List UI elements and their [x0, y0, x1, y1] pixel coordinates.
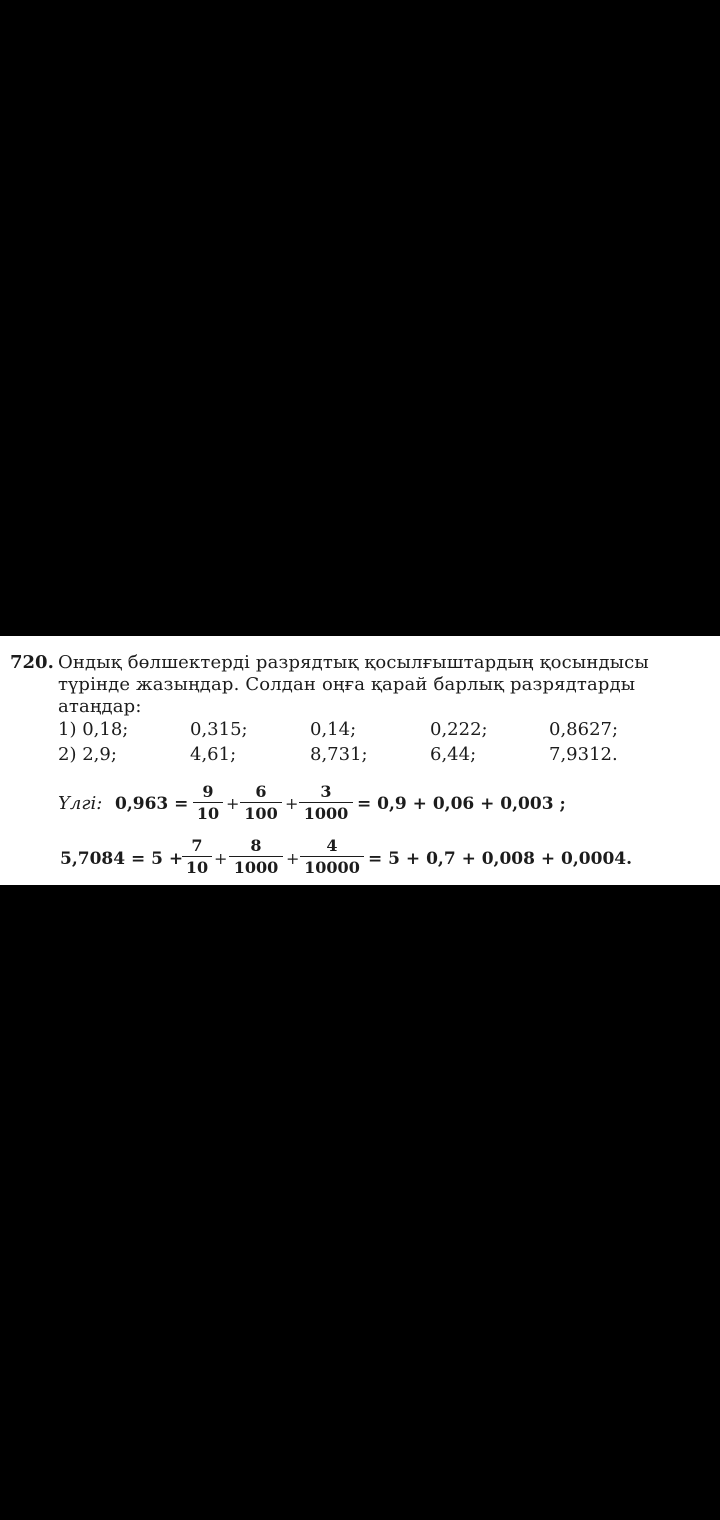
example2-rhs: = 5 + 0,7 + 0,008 + 0,0004.: [368, 849, 633, 869]
example1-plus-2: +: [285, 794, 299, 813]
example1-rhs: = 0,9 + 0,06 + 0,003 ;: [357, 794, 566, 814]
row2-item-2: 4,61;: [190, 744, 237, 765]
example2-fraction-1-denominator: 10: [185, 858, 209, 877]
example2-plus-1: +: [214, 849, 228, 868]
row1-item-2: 0,315;: [190, 719, 248, 740]
example2-fraction-1: [182, 836, 212, 878]
row1-item-5: 0,8627;: [549, 719, 619, 740]
row1-item-1: 1) 0,18;: [58, 719, 129, 740]
example2-fraction-2-denominator: 1000: [233, 858, 279, 877]
example1-plus-1: +: [226, 794, 240, 813]
example2-fraction-3: [300, 836, 364, 878]
row1-item-3: 0,14;: [310, 719, 357, 740]
example2-lhs: 5,7084 = 5 +: [60, 849, 184, 869]
exercise-number: 720.: [10, 652, 54, 673]
example2-fraction-2: [229, 836, 283, 878]
exercise-text-line-1: Ондық бөлшектерді разрядтық қосылғыштардың қосындысы: [58, 652, 649, 673]
example1-fraction-2-denominator: 100: [244, 804, 278, 823]
row1-item-4: 0,222;: [430, 719, 488, 740]
example2-fraction-3-denominator: 10000: [304, 858, 360, 877]
example1-fraction-2-numerator: 6: [255, 782, 267, 801]
example-label-text: Үлгі:: [58, 793, 103, 814]
example2-fraction-2-numerator: 8: [250, 836, 262, 855]
row2-item-1: 2) 2,9;: [58, 744, 117, 765]
example1-fraction-3-denominator: 1000: [303, 804, 349, 823]
example1-fraction-3: [299, 782, 353, 824]
exercise-text-line-3: атаңдар:: [58, 696, 142, 717]
example1-fraction-1-denominator: 10: [196, 804, 220, 823]
example2-plus-2: +: [286, 849, 300, 868]
example1-fraction-3-numerator: 3: [320, 782, 332, 801]
example2-fraction-1-numerator: 7: [191, 836, 203, 855]
textbook-page-strip: [0, 636, 720, 885]
example1-fraction-1: [193, 782, 223, 824]
example1-lhs: 0,963 =: [115, 794, 189, 814]
example2-fraction-3-numerator: 4: [326, 836, 338, 855]
row2-item-4: 6,44;: [430, 744, 477, 765]
example1-fraction-1-numerator: 9: [202, 782, 214, 801]
example1-fraction-2: [240, 782, 282, 824]
row2-item-3: 8,731;: [310, 744, 368, 765]
exercise-text-line-2: түрінде жазыңдар. Солдан оңға қарай барлық разрядтарды: [58, 674, 636, 695]
example-label: [58, 793, 102, 815]
row2-item-5: 7,9312.: [549, 744, 618, 765]
